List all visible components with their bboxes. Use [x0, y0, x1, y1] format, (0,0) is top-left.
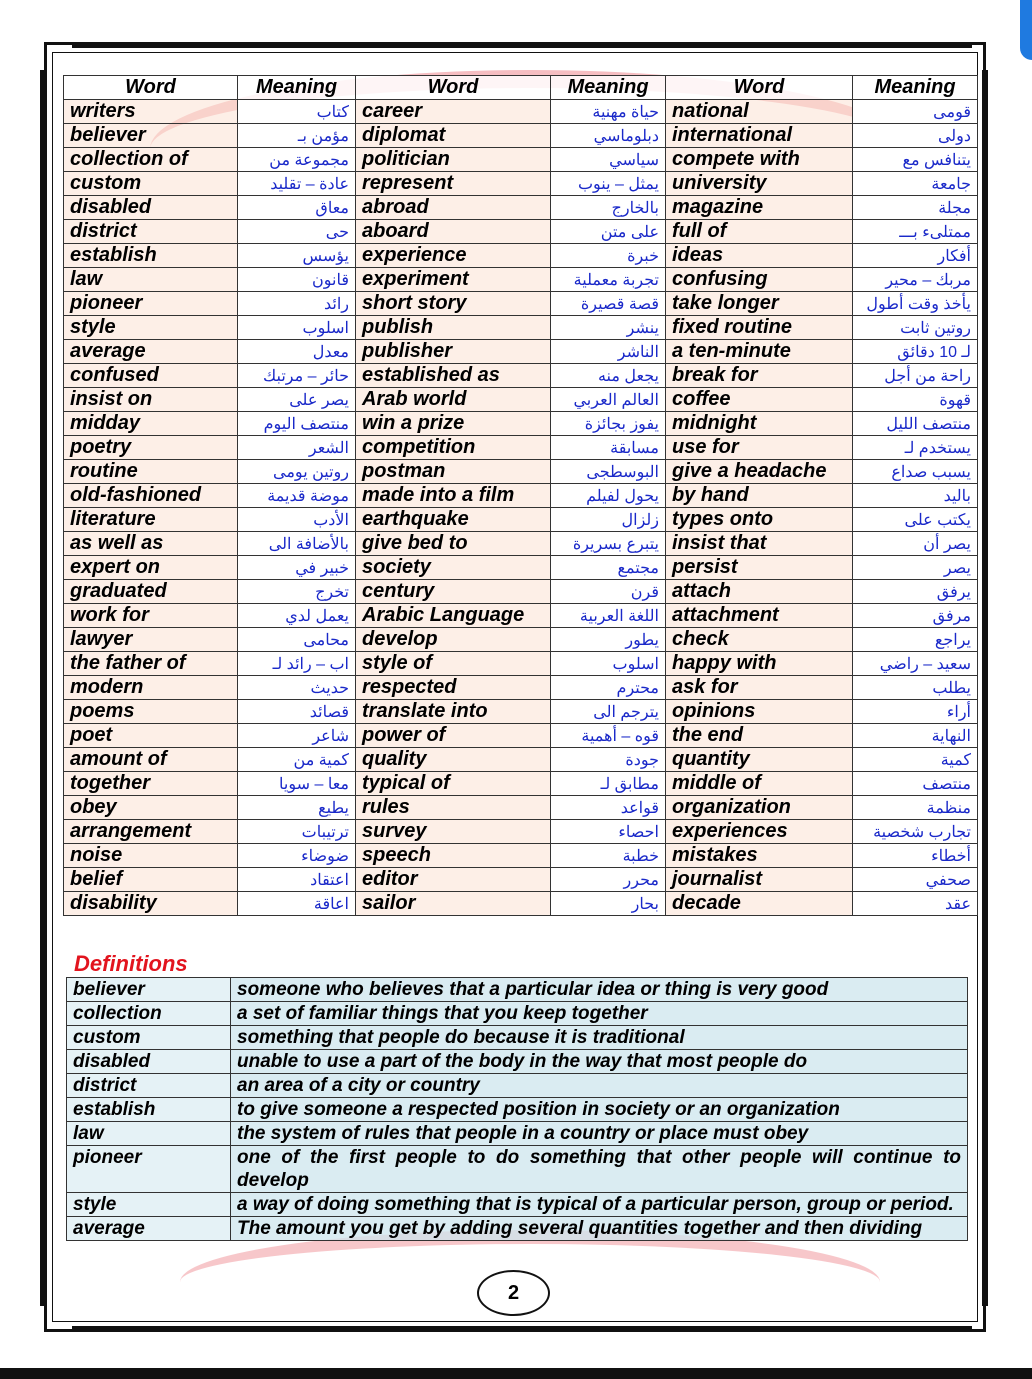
- english-word: types onto: [666, 508, 853, 532]
- definition-term: believer: [67, 978, 231, 1002]
- arabic-meaning: اللغة العربية: [551, 604, 666, 628]
- vocab-row: [64, 580, 978, 604]
- vocab-row: [64, 820, 978, 844]
- definition-term: law: [67, 1122, 231, 1146]
- vocab-row: [64, 100, 978, 124]
- english-word: century: [356, 580, 551, 604]
- vocab-row: [64, 196, 978, 220]
- english-word: the father of: [64, 652, 238, 676]
- english-word: insist on: [64, 388, 238, 412]
- definition-row: [67, 1217, 968, 1241]
- english-word: poet: [64, 724, 238, 748]
- arabic-meaning: حياة مهنية: [551, 100, 666, 124]
- english-word: career: [356, 100, 551, 124]
- arabic-meaning: خبير في: [238, 556, 356, 580]
- border-bar-left: [40, 70, 46, 1306]
- arabic-meaning: رائد: [238, 292, 356, 316]
- arabic-meaning: قومى: [853, 100, 978, 124]
- arabic-meaning: قصائد: [238, 700, 356, 724]
- english-word: insist that: [666, 532, 853, 556]
- arabic-meaning: كمية من: [238, 748, 356, 772]
- vocab-row: [64, 532, 978, 556]
- english-word: politician: [356, 148, 551, 172]
- english-word: as well as: [64, 532, 238, 556]
- arabic-meaning: مسابقة: [551, 436, 666, 460]
- english-word: quantity: [666, 748, 853, 772]
- english-word: publish: [356, 316, 551, 340]
- english-word: a ten-minute: [666, 340, 853, 364]
- english-word: typical of: [356, 772, 551, 796]
- arabic-meaning: الشعر: [238, 436, 356, 460]
- english-word: routine: [64, 460, 238, 484]
- arabic-meaning: خبرة: [551, 244, 666, 268]
- english-word: disabled: [64, 196, 238, 220]
- arabic-meaning: تجارب شخصية: [853, 820, 978, 844]
- arabic-meaning: خطبة: [551, 844, 666, 868]
- english-word: together: [64, 772, 238, 796]
- arabic-meaning: منتصف اليوم: [238, 412, 356, 436]
- vocab-header-row: [64, 76, 978, 100]
- vocab-row: [64, 556, 978, 580]
- arabic-meaning: زلزال: [551, 508, 666, 532]
- arabic-meaning: محرر: [551, 868, 666, 892]
- english-word: abroad: [356, 196, 551, 220]
- english-word: the end: [666, 724, 853, 748]
- english-word: diplomat: [356, 124, 551, 148]
- arabic-meaning: معاق: [238, 196, 356, 220]
- arabic-meaning: مطابق لـ: [551, 772, 666, 796]
- vocab-row: [64, 172, 978, 196]
- definitions-title: Definitions: [74, 951, 188, 976]
- arabic-meaning: ضوضاء: [238, 844, 356, 868]
- english-word: Arab world: [356, 388, 551, 412]
- definition-term: establish: [67, 1098, 231, 1122]
- definition-text: someone who believes that a particular idea or thing is very good: [231, 978, 968, 1002]
- english-word: attachment: [666, 604, 853, 628]
- arabic-meaning: يطور: [551, 628, 666, 652]
- english-word: confused: [64, 364, 238, 388]
- vocab-row: [64, 244, 978, 268]
- english-word: magazine: [666, 196, 853, 220]
- english-word: aboard: [356, 220, 551, 244]
- definition-text: unable to use a part of the body in the way that most people do: [231, 1050, 968, 1074]
- vocab-row: [64, 796, 978, 820]
- arabic-meaning: احصاء: [551, 820, 666, 844]
- english-word: develop: [356, 628, 551, 652]
- vocab-row: [64, 508, 978, 532]
- english-word: custom: [64, 172, 238, 196]
- bottom-edge-bar: [0, 1368, 1032, 1379]
- word-column-header: Word: [64, 76, 238, 100]
- definition-row: [67, 978, 968, 1002]
- arabic-meaning: يتنافس مع: [853, 148, 978, 172]
- arabic-meaning: روتين يومى: [238, 460, 356, 484]
- english-word: arrangement: [64, 820, 238, 844]
- english-word: amount of: [64, 748, 238, 772]
- english-word: competition: [356, 436, 551, 460]
- english-word: writers: [64, 100, 238, 124]
- english-word: represent: [356, 172, 551, 196]
- arabic-meaning: موضة قديمة: [238, 484, 356, 508]
- arabic-meaning: قهوة: [853, 388, 978, 412]
- vocab-row: [64, 148, 978, 172]
- english-word: district: [64, 220, 238, 244]
- border-bar-right: [982, 70, 988, 1306]
- english-word: organization: [666, 796, 853, 820]
- english-word: establish: [64, 244, 238, 268]
- definition-row: [67, 1026, 968, 1050]
- english-word: win a prize: [356, 412, 551, 436]
- english-word: respected: [356, 676, 551, 700]
- english-word: poems: [64, 700, 238, 724]
- vocab-row: [64, 628, 978, 652]
- word-column-header: Word: [356, 76, 551, 100]
- arabic-meaning: بالأضافة الى: [238, 532, 356, 556]
- english-word: persist: [666, 556, 853, 580]
- arabic-meaning: روتين ثابت: [853, 316, 978, 340]
- arabic-meaning: مرفق: [853, 604, 978, 628]
- english-word: collection of: [64, 148, 238, 172]
- english-word: earthquake: [356, 508, 551, 532]
- english-word: by hand: [666, 484, 853, 508]
- english-word: international: [666, 124, 853, 148]
- arabic-meaning: قصة قصيرة: [551, 292, 666, 316]
- definitions-table: [66, 977, 968, 1241]
- arabic-meaning: قانون: [238, 268, 356, 292]
- arabic-meaning: محترم: [551, 676, 666, 700]
- arabic-meaning: يراجع: [853, 628, 978, 652]
- english-word: pioneer: [64, 292, 238, 316]
- arabic-meaning: يطيع: [238, 796, 356, 820]
- english-word: sailor: [356, 892, 551, 916]
- english-word: use for: [666, 436, 853, 460]
- definition-text: one of the first people to do something that other people will continue to develop: [231, 1146, 968, 1193]
- english-word: lawyer: [64, 628, 238, 652]
- arabic-meaning: يسبب صداع: [853, 460, 978, 484]
- english-word: noise: [64, 844, 238, 868]
- arabic-meaning: عادة – تقليد: [238, 172, 356, 196]
- definition-text: The amount you get by adding several quantities together and then dividing: [231, 1217, 968, 1241]
- definition-row: [67, 1122, 968, 1146]
- english-word: made into a film: [356, 484, 551, 508]
- vocab-row: [64, 412, 978, 436]
- arabic-meaning: بحار: [551, 892, 666, 916]
- definition-term: district: [67, 1074, 231, 1098]
- arabic-meaning: يتبرع بسريرة: [551, 532, 666, 556]
- english-word: literature: [64, 508, 238, 532]
- page-number: 2: [477, 1270, 550, 1316]
- english-word: old-fashioned: [64, 484, 238, 508]
- vocab-row: [64, 676, 978, 700]
- arabic-meaning: يؤسس: [238, 244, 356, 268]
- arabic-meaning: منظمة: [853, 796, 978, 820]
- arabic-meaning: مجموعة من: [238, 148, 356, 172]
- english-word: short story: [356, 292, 551, 316]
- corner-tab: [1020, 0, 1032, 60]
- definition-text: something that people do because it is traditional: [231, 1026, 968, 1050]
- arabic-meaning: يترجم الى: [551, 700, 666, 724]
- definition-row: [67, 1098, 968, 1122]
- english-word: obey: [64, 796, 238, 820]
- arabic-meaning: اسلوب: [238, 316, 356, 340]
- arabic-meaning: تخرج: [238, 580, 356, 604]
- english-word: experiences: [666, 820, 853, 844]
- arabic-meaning: جودة: [551, 748, 666, 772]
- arabic-meaning: باليد: [853, 484, 978, 508]
- arabic-meaning: على متن: [551, 220, 666, 244]
- english-word: compete with: [666, 148, 853, 172]
- arabic-meaning: يطلب: [853, 676, 978, 700]
- meaning-column-header: Meaning: [853, 76, 978, 100]
- definition-text: the system of rules that people in a country or place must obey: [231, 1122, 968, 1146]
- arabic-meaning: جامعة: [853, 172, 978, 196]
- english-word: check: [666, 628, 853, 652]
- english-word: editor: [356, 868, 551, 892]
- arabic-meaning: يصر على: [238, 388, 356, 412]
- arabic-meaning: محامى: [238, 628, 356, 652]
- english-word: experiment: [356, 268, 551, 292]
- arabic-meaning: أخطاء: [853, 844, 978, 868]
- arabic-meaning: يجعل منه: [551, 364, 666, 388]
- meaning-column-header: Meaning: [551, 76, 666, 100]
- arabic-meaning: سياسي: [551, 148, 666, 172]
- arabic-meaning: شاعر: [238, 724, 356, 748]
- english-word: fixed routine: [666, 316, 853, 340]
- arabic-meaning: الناشر: [551, 340, 666, 364]
- vocab-row: [64, 220, 978, 244]
- arabic-meaning: حى: [238, 220, 356, 244]
- vocab-row: [64, 724, 978, 748]
- english-word: style: [64, 316, 238, 340]
- english-word: confusing: [666, 268, 853, 292]
- arabic-meaning: ممتلىء بـــ: [853, 220, 978, 244]
- vocab-row: [64, 388, 978, 412]
- english-word: happy with: [666, 652, 853, 676]
- english-word: break for: [666, 364, 853, 388]
- definition-row: [67, 1146, 968, 1193]
- arabic-meaning: يصر: [853, 556, 978, 580]
- english-word: publisher: [356, 340, 551, 364]
- arabic-meaning: عقد: [853, 892, 978, 916]
- definition-text: to give someone a respected position in society or an organization: [231, 1098, 968, 1122]
- arabic-meaning: يحول لفيلم: [551, 484, 666, 508]
- word-column-header: Word: [666, 76, 853, 100]
- vocab-row: [64, 772, 978, 796]
- arabic-meaning: منتصف: [853, 772, 978, 796]
- english-word: poetry: [64, 436, 238, 460]
- arabic-meaning: حديث: [238, 676, 356, 700]
- border-bar-top: [72, 42, 972, 48]
- english-word: disability: [64, 892, 238, 916]
- english-word: postman: [356, 460, 551, 484]
- english-word: experience: [356, 244, 551, 268]
- arabic-meaning: اسلوب: [551, 652, 666, 676]
- vocab-row: [64, 364, 978, 388]
- arabic-meaning: ترتيبات: [238, 820, 356, 844]
- definition-term: pioneer: [67, 1146, 231, 1193]
- arabic-meaning: مجلة: [853, 196, 978, 220]
- definition-term: disabled: [67, 1050, 231, 1074]
- english-word: decade: [666, 892, 853, 916]
- english-word: mistakes: [666, 844, 853, 868]
- arabic-meaning: اعتقاد: [238, 868, 356, 892]
- english-word: attach: [666, 580, 853, 604]
- definition-row: [67, 1074, 968, 1098]
- vocabulary-table: [63, 75, 978, 916]
- english-word: survey: [356, 820, 551, 844]
- vocab-row: [64, 700, 978, 724]
- arabic-meaning: مربك – محير: [853, 268, 978, 292]
- vocab-row: [64, 268, 978, 292]
- arabic-meaning: راحة من أجل: [853, 364, 978, 388]
- english-word: work for: [64, 604, 238, 628]
- arabic-meaning: أراء: [853, 700, 978, 724]
- arabic-meaning: منتصف الليل: [853, 412, 978, 436]
- english-word: rules: [356, 796, 551, 820]
- vocab-row: [64, 340, 978, 364]
- definition-text: an area of a city or country: [231, 1074, 968, 1098]
- arabic-meaning: يفوز بجائزة: [551, 412, 666, 436]
- definition-term: custom: [67, 1026, 231, 1050]
- english-word: ideas: [666, 244, 853, 268]
- english-word: give bed to: [356, 532, 551, 556]
- vocab-row: [64, 748, 978, 772]
- english-word: belief: [64, 868, 238, 892]
- definition-row: [67, 1002, 968, 1026]
- definition-term: collection: [67, 1002, 231, 1026]
- english-word: journalist: [666, 868, 853, 892]
- arabic-meaning: قواعد: [551, 796, 666, 820]
- arabic-meaning: البوسطجى: [551, 460, 666, 484]
- arabic-meaning: الأدب: [238, 508, 356, 532]
- arabic-meaning: يستخدم لـ: [853, 436, 978, 460]
- definition-row: [67, 1193, 968, 1217]
- english-word: law: [64, 268, 238, 292]
- english-word: speech: [356, 844, 551, 868]
- vocab-row: [64, 484, 978, 508]
- arabic-meaning: دبلوماسي: [551, 124, 666, 148]
- arabic-meaning: مجتمع: [551, 556, 666, 580]
- english-word: average: [64, 340, 238, 364]
- english-word: translate into: [356, 700, 551, 724]
- meaning-column-header: Meaning: [238, 76, 356, 100]
- arabic-meaning: بالخارج: [551, 196, 666, 220]
- arabic-meaning: لـ 10 دقائق: [853, 340, 978, 364]
- english-word: full of: [666, 220, 853, 244]
- vocab-row: [64, 124, 978, 148]
- english-word: ask for: [666, 676, 853, 700]
- arabic-meaning: قوه – أهمية: [551, 724, 666, 748]
- definition-text: a set of familiar things that you keep together: [231, 1002, 968, 1026]
- arabic-meaning: اب – رائد لـ: [238, 652, 356, 676]
- english-word: power of: [356, 724, 551, 748]
- arabic-meaning: كتاب: [238, 100, 356, 124]
- english-word: coffee: [666, 388, 853, 412]
- vocab-row: [64, 292, 978, 316]
- arabic-meaning: معا – سويا: [238, 772, 356, 796]
- arabic-meaning: يمثل – ينوب: [551, 172, 666, 196]
- arabic-meaning: يرفق: [853, 580, 978, 604]
- arabic-meaning: يصر أن: [853, 532, 978, 556]
- vocab-row: [64, 868, 978, 892]
- arabic-meaning: معدل: [238, 340, 356, 364]
- vocab-row: [64, 844, 978, 868]
- english-word: midnight: [666, 412, 853, 436]
- arabic-meaning: العالم العربي: [551, 388, 666, 412]
- english-word: established as: [356, 364, 551, 388]
- definition-row: [67, 1050, 968, 1074]
- english-word: Arabic Language: [356, 604, 551, 628]
- arabic-meaning: تجربة معملية: [551, 268, 666, 292]
- arabic-meaning: أفكار: [853, 244, 978, 268]
- vocab-row: [64, 892, 978, 916]
- border-bar-bottom: [72, 1326, 972, 1332]
- english-word: opinions: [666, 700, 853, 724]
- arabic-meaning: يعمل لدي: [238, 604, 356, 628]
- english-word: middle of: [666, 772, 853, 796]
- arabic-meaning: قرن: [551, 580, 666, 604]
- english-word: modern: [64, 676, 238, 700]
- english-word: midday: [64, 412, 238, 436]
- arabic-meaning: مؤمن بـ: [238, 124, 356, 148]
- english-word: style of: [356, 652, 551, 676]
- arabic-meaning: اعاقة: [238, 892, 356, 916]
- arabic-meaning: كمية: [853, 748, 978, 772]
- arabic-meaning: ينشر: [551, 316, 666, 340]
- arabic-meaning: يكتب على: [853, 508, 978, 532]
- vocab-row: [64, 604, 978, 628]
- english-word: take longer: [666, 292, 853, 316]
- definition-text: a way of doing something that is typical of a particular person, group or period.: [231, 1193, 968, 1217]
- arabic-meaning: صحفي: [853, 868, 978, 892]
- english-word: university: [666, 172, 853, 196]
- english-word: give a headache: [666, 460, 853, 484]
- arabic-meaning: يأخذ وقت أطول: [853, 292, 978, 316]
- english-word: believer: [64, 124, 238, 148]
- arabic-meaning: سعيد – راضي: [853, 652, 978, 676]
- arabic-meaning: دولى: [853, 124, 978, 148]
- vocab-row: [64, 316, 978, 340]
- definition-term: style: [67, 1193, 231, 1217]
- english-word: expert on: [64, 556, 238, 580]
- english-word: society: [356, 556, 551, 580]
- vocab-row: [64, 460, 978, 484]
- arabic-meaning: النهاية: [853, 724, 978, 748]
- vocab-row: [64, 652, 978, 676]
- english-word: quality: [356, 748, 551, 772]
- arabic-meaning: حائر – مرتبك: [238, 364, 356, 388]
- definition-term: average: [67, 1217, 231, 1241]
- english-word: national: [666, 100, 853, 124]
- vocab-row: [64, 436, 978, 460]
- english-word: graduated: [64, 580, 238, 604]
